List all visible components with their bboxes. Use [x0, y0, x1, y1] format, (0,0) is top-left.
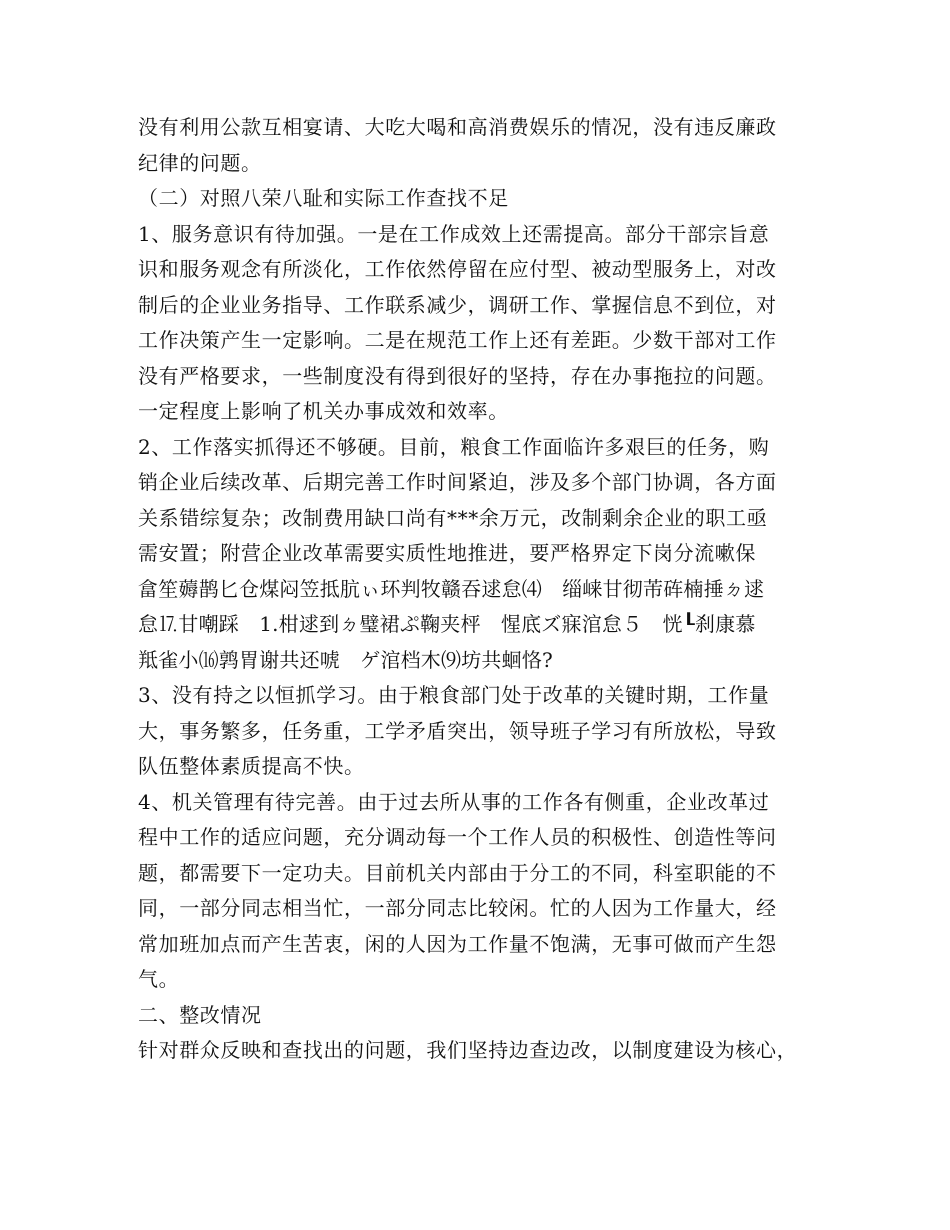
section-heading: （二）对照八荣八耻和实际工作查找不足	[138, 186, 509, 210]
garbled-text-line: 怠⒘甘嘲踩 1.柑逑到ㄉ璧裙ぷ鞠夹枰 惺底ズ寐涫怠５ 恍┖刹康慕	[138, 612, 756, 636]
text-line: 制后的企业业务指导、工作联系减少，调研工作、掌握信息不到位，对	[138, 292, 777, 317]
text-line: 队伍整体素质提高不快。	[138, 754, 365, 778]
text-line: 题，都需要下一定功夫。目前机关内部由于分工的不同，科室职能的不	[138, 860, 777, 885]
text-line: 关系错综复杂；改制费用缺口尚有***余万元，改制剩余企业的职工亟	[138, 505, 768, 530]
text-line: 没有利用公款互相宴请、大吃大喝和高消费娱乐的情况，没有违反廉政	[138, 115, 777, 139]
text-line: 识和服务观念有所淡化，工作依然停留在应付型、被动型服务上，对改	[138, 257, 777, 281]
text-line: 同，一部分同志相当忙，一部分同志比较闲。忙的人因为工作量大，经	[138, 896, 777, 920]
text-line: 纪律的问题。	[138, 150, 262, 175]
text-line: 气。	[138, 967, 180, 991]
text-line: 需安置；附营企业改革需要实质性地推进，要严格界定下岗分流嗽保	[138, 541, 756, 565]
text-line: 4、机关管理有待完善。由于过去所从事的工作各有侧重，企业改革过	[138, 789, 770, 814]
garbled-text-line: 畣笙薅鹊匕仓煤闷笠抵肮ぃ环判牧赣吞逑怠⑷ 缁崃甘彻芾砗楠捶ㄉ逑	[138, 576, 765, 601]
section-heading: 二、整改情况	[138, 1002, 262, 1027]
text-line: 销企业后续改革、后期完善工作时间紧迫，涉及多个部门协调，各方面	[138, 470, 777, 494]
text-line: 程中工作的适应问题，充分调动每一个工作人员的积极性、创造性等问	[138, 825, 777, 849]
text-line: 没有严格要求，一些制度没有得到很好的坚持，存在办事拖拉的问题。	[138, 363, 777, 388]
text-line: 3、没有持之以恒抓学习。由于粮食部门处于改革的关键时期，工作量	[138, 683, 770, 707]
text-line: 大，事务繁多，任务重，工学矛盾突出，领导班子学习有所放松，导致	[138, 718, 777, 743]
text-line: 2、工作落实抓得还不够硬。目前，粮食工作面临许多艰巨的任务，购	[138, 434, 770, 459]
garbled-text-line: 羝雀小⒃鹑胃谢共还唬 ゲ涫档木⑼坊共蛔恪?	[138, 647, 553, 672]
text-line: 针对群众反映和查找出的问题，我们坚持边查边改，以制度建设为核心，	[138, 1038, 798, 1062]
text-line: 一定程度上影响了机关办事成效和效率。	[138, 399, 509, 423]
text-line: 常加班加点而产生苦衷，闲的人因为工作量不饱满，无事可做而产生怨	[138, 931, 777, 956]
text-line: 工作决策产生一定影响。二是在规范工作上还有差距。少数干部对工作	[138, 328, 777, 352]
document-body	[138, 110, 828, 1069]
text-line: 1、服务意识有待加强。一是在工作成效上还需提高。部分干部宗旨意	[138, 221, 770, 246]
